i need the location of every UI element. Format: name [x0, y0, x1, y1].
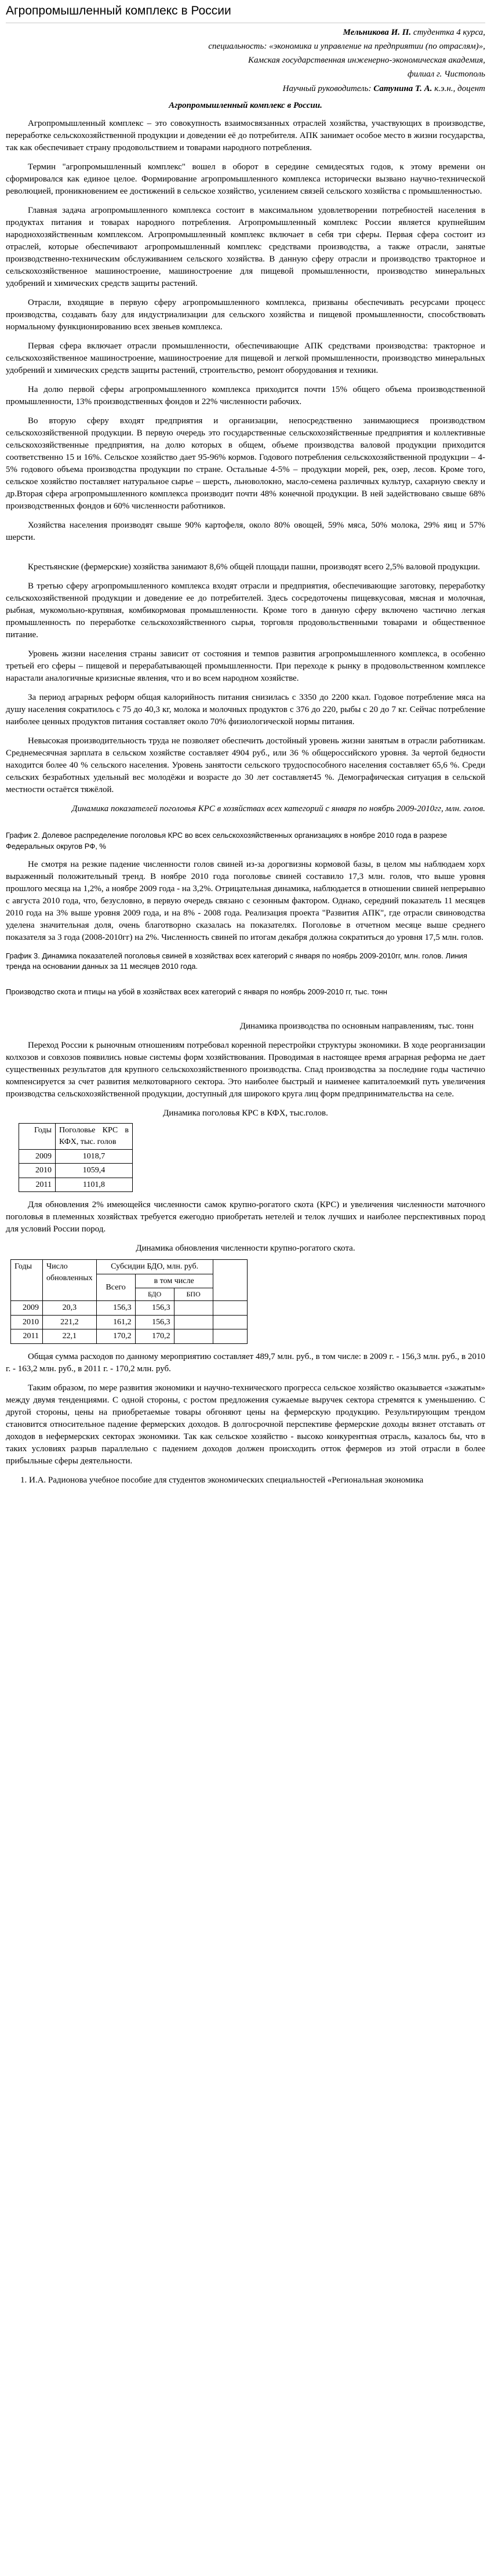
paragraph: Отрасли, входящие в первую сферу агропромышленного комплекса, призваны обеспечивать ресурсами процесс производства, создавать базу для индустриализации для сельского хозяйства и пищевой промышленности, способствовать нормальному функционированию всех звеньев комплекса. [6, 298, 485, 332]
table-cell-number: 221,2 [43, 1315, 97, 1329]
paragraph: Переход России к рыночным отношениям потребовал коренной перестройки структуры экономики. В ходе реорганизации колхозов и совхозов появились новые системы форм хозяйствования. Проводимая в настоящее время аграрная реформа не дает существенных результатов для крупного сельскохозяйственного производства. Спад производства за последние годы частично компенсируется за счет развития мелкотоварного сектора. Это наиболее быстрый и наименее капиталоемкий путь увеличения производства сельскохозяйственной продукции, доступный для широкого круга лиц форм предпринимательства на селе. [6, 1041, 485, 1099]
table-header-number: Число обновленных [43, 1260, 97, 1301]
paragraph: Для обновления 2% имеющейся численности самок крупно-рогатого скота (КРС) и увеличения численности маточного поголовья в племенных хозяйствах требуется ежегодно приобретать нетелей и телок лучших и наиболее перспективных пород для условий России пород. [6, 1200, 485, 1234]
dynamics-caption: Динамика показателей поголовья КРС в хозяйствах всех категорий с января по ноябрь 2009-2010гг, млн. голов. [72, 804, 485, 814]
table-header-year: Годы [11, 1260, 43, 1301]
paragraph: За период аграрных реформ общая калорийность питания снизилась с 3350 до 2200 ккал. Годовое потребление мяса на душу населения сократилось с 75 до 40,3 кг, молока и молочных продуктов с 376 до 220, рыбы с 20 до 7 кг. Сейчас потребление наиболее ценных продуктов питания составляет около 70% физиологической нормы питания. [6, 693, 485, 727]
table-header-including: в том числе [135, 1274, 213, 1288]
table-cell-year: 2011 [11, 1329, 43, 1344]
table-2-caption: Динамика обновления численности крупно-рогатого скота. [136, 1244, 355, 1254]
figure-2-caption: График 2. Долевое распределение поголовья КРС во всех сельскохозяйственных организациях в ноябре 2010 года в разрезе Федеральных округов РФ, % [6, 831, 448, 851]
section-intro [6, 118, 485, 796]
supervisor-line [6, 83, 485, 95]
table-cell-total: 161,2 [96, 1315, 135, 1329]
table-cell-number: 20,3 [43, 1301, 97, 1316]
table-header-total: Всего [96, 1274, 135, 1300]
table-cell-year: 2010 [19, 1164, 56, 1178]
author-status: студентка 4 курса, [413, 28, 485, 38]
cattle-kfh-table [19, 1123, 133, 1192]
table-header-bdo: БДО [135, 1288, 174, 1301]
table-header-row [11, 1260, 248, 1274]
figure-3-caption: График 3. Динамика показателей поголовья свиней в хозяйствах всех категорий с января по ноябрь 2009-2010гг, млн. голов. Линия тренда на основании данных за 11 месяцев 2010 года. [6, 951, 467, 971]
paragraph: Хозяйства населения производят свыше 90% картофеля, около 80% овощей, 59% мяса, 50% молока, 29% яиц и 57% шерсти. [6, 521, 485, 543]
table-row [19, 1149, 133, 1164]
paragraph: Таким образом, по мере развития экономики и научно-технического прогресса сельское хозяйство оказывается «зажатым» между двумя тенденциями. С одной стороны, с ростом предложения сужаемые выручек сектора стремятся к уменьшению. С другой стороны, цены на приобретаемые товары обгоняют цены на фермерскую продукцию. Результирующим трендом становится относительное падение фермерских доходов. В долгосрочной перспективе фермерские доходы вязнет отставать от доходов в нефермерских секторах экономики. Так как сельское хозяйство - высоко конкурентная отрасль, казалось бы, что в таких условиях разрыв параллельно с падением доходов должен происходить отток фермеров из этой отрасли в более прибыльные сферы деятельности. [6, 1383, 485, 1466]
author-name: Мельникова И. П. [343, 28, 412, 38]
table-cell-empty [213, 1329, 247, 1344]
table-cell-year: 2009 [11, 1301, 43, 1316]
table-cell-number: 22,1 [43, 1329, 97, 1344]
cattle-renewal-table [10, 1259, 248, 1344]
table-cell-bpo [174, 1301, 213, 1316]
production-caption: Производство скота и птицы на убой в хозяйствах всех категорий с января по ноябрь 2009-2010 гг, тыс. тонн [6, 987, 387, 997]
table-cell-bpo [174, 1315, 213, 1329]
production-dynamics-title: Динамика производства по основным направлениям, тыс. тонн [239, 1022, 474, 1031]
table-cell-value: 1059,4 [56, 1164, 133, 1178]
table-row [11, 1329, 248, 1344]
table-header-empty [213, 1260, 247, 1301]
article-title: Агропромышленный комплекс в России. [169, 101, 322, 111]
supervisor-label: Научный руководитель: [282, 84, 372, 94]
paragraph: В третью сферу агропромышленного комплекса входят отрасли и предприятия, обеспечивающие заготовку, переработку сельскохозяйственной продукции и доведение ее до потребителей. Здесь сосредоточены пищевкусовая, мясная и молочная, рыбная, мукомольно-крупяная, комбикормовая промышленности. Кроме того в данную сферу включено частично легкая промышленность по переработке сельскохозяйственного сырья, торговля продовольственными товарами и общественное питание. [6, 582, 485, 640]
table-cell-year: 2011 [19, 1178, 56, 1192]
paragraph: Общая сумма расходов по данному мероприятию составляет 489,7 млн. руб., в том числе: в 2009 г. - 156,3 млн. руб., в 2010 г. - 163,2 млн. руб., в 2011 г. - 170,2 млн. руб. [6, 1352, 485, 1374]
table-header-row [19, 1124, 133, 1149]
paragraph: Во вторую сферу входят предприятия и организации, непосредственно занимающиеся производством сельскохозяйственной продукции. В первую очередь это государственные сельскохозяйственные предприятия и коллективные сельскохозяйственные предприятия, на долю которых в общем, объеме производства валовой продукции приходится соответственно 15 и 16%. Сельское хозяйство дает 95-96% кормов. Годового потребления сельскохозяйственной продукции – 4-5% годового объема производства продукции по стране. Остальные 4-5% – продукции морей, рек, озер, лесов. Кроме того, сельское хозяйство поставляет натуральное сырье – шерсть, льноволокно, масло-семена различных культур, сахарную свеклу и др.Вторая сфера агропромышленного комплекса производит почти 48% конечной продукции. В ней задействовано свыше 68% производственных фондов и 60% численности работников. [6, 416, 485, 511]
table-header-cell: Годы [19, 1124, 56, 1149]
table-cell-total: 156,3 [96, 1301, 135, 1316]
table-header-cell: Поголовье КРС в КФХ, тыс. голов [56, 1124, 133, 1149]
table-cell-year: 2009 [19, 1149, 56, 1164]
table-row [19, 1178, 133, 1192]
table-cell-bdo: 156,3 [135, 1301, 174, 1316]
literature-item: 1. И.А. Радионова учебное пособие для студентов экономических специальностей «Региональная экономика [29, 1474, 485, 1487]
supervisor-degree: к.э.н., доцент [434, 84, 485, 94]
author-branch: филиал г. Чистополь [408, 70, 485, 79]
paragraph: Уровень жизни населения страны зависит от состояния и темпов развития агропромышленного комплекса, в особенно третьей его сферы – пищевой и перерабатывающей промышленности. При переходе к рынку в продовольственном комплексе нарастали аналогичные кризисные явления, что и во всем народном хозяйстве. [6, 649, 485, 684]
table-cell-empty [213, 1301, 247, 1316]
table-row [11, 1301, 248, 1316]
table-cell-year: 2010 [11, 1315, 43, 1329]
paragraph: Первая сфера включает отрасли промышленности, обеспечивающие АПК средствами производства: тракторное и сельскохозяйственное машиностроение, машиностроение для пищевой и легкой промышленности, производство минеральных удобрений и химических средств защиты растений, строительство, ремонт оборудования и техники. [6, 341, 485, 376]
table-cell-value: 1018,7 [56, 1149, 133, 1164]
paragraph: Термин "агропромышленный комплекс" вошел в оборот в середине семидесятых годов, к этому времени он сформировался как единое целое. Формирование агропромышленного комплекса исторически вызвано научно-технической революцией, проникновением ее достижений в сельское хозяйство, усилением связей сельского хозяйства с промышленностью. [6, 162, 485, 197]
table-cell-bdo: 170,2 [135, 1329, 174, 1344]
page-title: Агропромышленный комплекс в России [6, 2, 485, 23]
paragraph: На долю первой сферы агропромышленного комплекса приходится почти 15% общего объема производственной промышленности, 13% производственных фондов и 22% численности рабочих. [6, 385, 485, 407]
table-header-subsidies: Субсидии БДО, млн. руб. [96, 1260, 213, 1274]
table-cell-bdo: 156,3 [135, 1315, 174, 1329]
literature-list [6, 1474, 485, 1487]
paragraph: Главная задача агропромышленного комплекса состоит в максимальном удовлетворении потребностей населения в продуктах питания и товарах народного потребления. Агропромышленный комплекс России является крупнейшим народнохозяйственным комплексом. Агропромышленный комплекс включает в себя три сферы. Первая сфера состоит из отраслей, которые обеспечивают агропромышленный комплекс средствами производства, а также отрасли, занятые производственно-техническим обслуживанием сельского хозяйства. В данную сферу отрасли и производство тракторное и сельскохозяйственное машиностроение, машиностроение для пищевой промышленности, производство минеральных удобрений и химических средств защиты растений. [6, 206, 485, 289]
author-university: Камская государственная инженерно-экономическая академия, [248, 56, 485, 66]
table-row [19, 1164, 133, 1178]
paragraph: Крестьянские (фермерские) хозяйства занимают 8,6% общей площади пашни, производят всего 2,5% валовой продукции. [28, 562, 481, 572]
supervisor-name: Сатунина Т. А. [373, 84, 432, 94]
table-cell-value: 1101,8 [56, 1178, 133, 1192]
table-cell-total: 170,2 [96, 1329, 135, 1344]
table-cell-empty [213, 1315, 247, 1329]
table-header-bpo: БПО [174, 1288, 213, 1301]
paragraph: Невысокая производительность труда не позволяет обеспечить достойный уровень жизни занятым в отрасли работникам. Среднемесячная зарплата в сельском хозяйстве составляет 4904 руб., или 36 % общероссийского уровня. За чертой бедности находится более 40 % сельского населения. Уровень занятости сельского трудоспособного населения составляет 65,6 %. Среди сельских безработных удельный вес молодёжи и возрасте до 30 лет составляет45 %. Демографическая ситуация в сельской местности остаётся тяжёлой. [6, 736, 485, 795]
table-cell-bpo [174, 1329, 213, 1344]
table-row [11, 1315, 248, 1329]
section-conclusion [6, 1351, 485, 1467]
author-block [6, 27, 485, 81]
author-line [6, 27, 485, 39]
table-1-caption: Динамика поголовья КРС в КФХ, тыс.голов. [163, 1109, 328, 1118]
paragraph: Агропромышленный комплекс – это совокупность взаимосвязанных отраслей хозяйства, участвующих в производстве, переработке сельскохозяйственной продукции и доведении её до потребителя. АПК занимает особое место в жизни государства, так как обеспечивает страну продовольствием и товарами народного потребления. [6, 119, 485, 153]
author-specialty: специальность: «экономика и управление на предприятии (по отраслям)», [208, 42, 485, 52]
paragraph: Не смотря на резкие падение численности голов свиней из-за дорогвизны кормовой базы, в целом мы наблюдаем хорх выраженный положительный тренд. В ноябре 2010 года поголовье свиней составило 17,3 млн. голов, что выше уровня прошлого месяца на 1,2%, а ноябре 2009 года - на 3,2%. Отрицательная динамика, наблюдается в отношении свиней непрерывно с августа 2010 года, что, безусловно, в первую очередь связано с сезонным фактором. Однако, середний показатель 11 месяцев 2010 года на 3% выше уровня 2009 года, и на 8% - 2008 года. Реализация проекта "Развития АПК", где отрасли свиноводства уделена значительная доля, очень благотворно сказалась на показателях. Поголовье в отчетном месяце выше среднего показателя за 3 года (2008-2010гг) на 2%. Численность свиней по итогам декабря должна сократиться до уровня 17,5 млн. голов. [6, 859, 485, 942]
